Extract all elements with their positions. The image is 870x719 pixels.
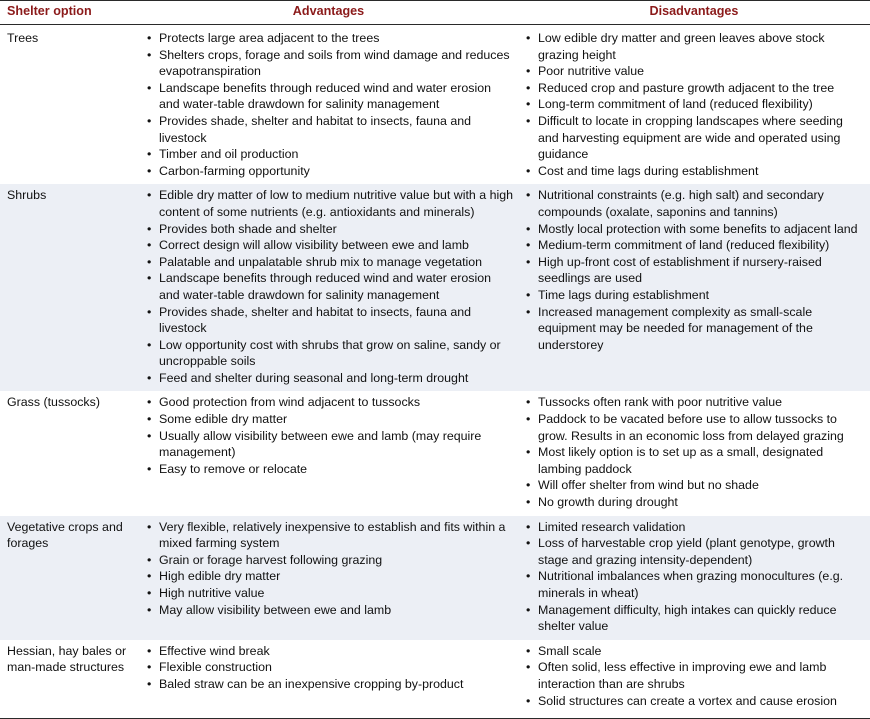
list-item: • Very flexible, relatively inexpensive to establish and fits within a mixed farming system (146, 519, 514, 552)
list-item: • Nutritional constraints (e.g. high salt) and secondary compounds (oxalate, saponins and tannins) (525, 187, 866, 220)
list-item: • Palatable and unpalatable shrub mix to manage vegetation (146, 254, 514, 271)
advantages-cell (139, 516, 518, 640)
list-item: • Carbon-farming opportunity (146, 163, 514, 180)
advantages-cell (139, 640, 518, 719)
list-item: • Usually allow visibility between ewe and lamb (may require management) (146, 428, 514, 461)
list-item: • Reduced crop and pasture growth adjacent to the tree (525, 80, 866, 97)
list-item: • Loss of harvestable crop yield (plant genotype, growth stage and grazing intensity-dependent) (525, 535, 866, 568)
list-item: • May allow visibility between ewe and lamb (146, 602, 514, 619)
shelter-option-cell: Hessian, hay bales or man-made structures (0, 640, 139, 719)
list-item: • High nutritive value (146, 585, 514, 602)
list-item: • Paddock to be vacated before use to allow tussocks to grow. Results in an economic loss from delayed grazing (525, 411, 866, 444)
shelter-option-cell: Shrubs (0, 184, 139, 391)
list-item: • Solid structures can create a vortex and cause erosion (525, 693, 866, 710)
advantages-list (146, 519, 514, 619)
list-item: • Nutritional imbalances when grazing monocultures (e.g. minerals in wheat) (525, 568, 866, 601)
list-item: • Landscape benefits through reduced wind and water erosion and water-table drawdown for salinity management (146, 80, 514, 113)
list-item: • Time lags during establishment (525, 287, 866, 304)
list-item: • Protects large area adjacent to the trees (146, 30, 514, 47)
list-item: • Medium-term commitment of land (reduced flexibility) (525, 237, 866, 254)
header-disadvantages: Disadvantages (518, 1, 870, 25)
list-item: • No growth during drought (525, 494, 866, 511)
list-item: • Provides both shade and shelter (146, 221, 514, 238)
list-item: • Baled straw can be an inexpensive cropping by-product (146, 676, 514, 693)
list-item: • Correct design will allow visibility between ewe and lamb (146, 237, 514, 254)
header-row (0, 1, 870, 25)
advantages-cell (139, 184, 518, 391)
list-item: • Easy to remove or relocate (146, 461, 514, 478)
disadvantages-cell (518, 516, 870, 640)
list-item: • Good protection from wind adjacent to tussocks (146, 394, 514, 411)
list-item: • Landscape benefits through reduced wind and water erosion and water-table drawdown for salinity management (146, 270, 514, 303)
list-item: • Most likely option is to set up as a small, designated lambing paddock (525, 444, 866, 477)
shelter-option-cell: Vegetative crops and forages (0, 516, 139, 640)
list-item: • Provides shade, shelter and habitat to insects, fauna and livestock (146, 113, 514, 146)
advantages-list (146, 187, 514, 386)
list-item: • Increased management complexity as small-scale equipment may be needed for management of the understorey (525, 304, 866, 354)
list-item: • Management difficulty, high intakes can quickly reduce shelter value (525, 602, 866, 635)
advantages-list (146, 643, 514, 693)
table-row (0, 391, 870, 515)
shelter-option-cell: Trees (0, 25, 139, 185)
list-item: • High edible dry matter (146, 568, 514, 585)
list-item: • Effective wind break (146, 643, 514, 660)
advantages-cell (139, 25, 518, 185)
list-item: • Edible dry matter of low to medium nutritive value but with a high content of some nutrients (e.g. antioxidants and minerals) (146, 187, 514, 220)
disadvantages-cell (518, 391, 870, 515)
disadvantages-list (525, 643, 866, 709)
list-item: • Flexible construction (146, 659, 514, 676)
list-item: • Low edible dry matter and green leaves above stock grazing height (525, 30, 866, 63)
disadvantages-list (525, 519, 866, 635)
header-shelter-option: Shelter option (0, 1, 139, 25)
list-item: • Shelters crops, forage and soils from wind damage and reduces evapotranspiration (146, 47, 514, 80)
list-item: • Tussocks often rank with poor nutritive value (525, 394, 866, 411)
list-item: • Poor nutritive value (525, 63, 866, 80)
list-item: • Difficult to locate in cropping landscapes where seeding and harvesting equipment are wide and operated using guidance (525, 113, 866, 163)
list-item: • Provides shade, shelter and habitat to insects, fauna and livestock (146, 304, 514, 337)
list-item: • Grain or forage harvest following grazing (146, 552, 514, 569)
list-item: • Timber and oil production (146, 146, 514, 163)
disadvantages-cell (518, 25, 870, 185)
advantages-list (146, 394, 514, 477)
header-advantages: Advantages (139, 1, 518, 25)
disadvantages-list (525, 30, 866, 179)
list-item: • Mostly local protection with some benefits to adjacent land (525, 221, 866, 238)
list-item: • Often solid, less effective in improving ewe and lamb interaction than are shrubs (525, 659, 866, 692)
list-item: • Some edible dry matter (146, 411, 514, 428)
list-item: • Cost and time lags during establishment (525, 163, 866, 180)
disadvantages-cell (518, 640, 870, 719)
advantages-list (146, 30, 514, 179)
table-row (0, 516, 870, 640)
list-item: • Will offer shelter from wind but no shade (525, 477, 866, 494)
list-item: • Feed and shelter during seasonal and long-term drought (146, 370, 514, 387)
list-item: • High up-front cost of establishment if nursery-raised seedlings are used (525, 254, 866, 287)
list-item: • Long-term commitment of land (reduced flexibility) (525, 96, 866, 113)
shelter-option-cell: Grass (tussocks) (0, 391, 139, 515)
list-item: • Low opportunity cost with shrubs that grow on saline, sandy or uncroppable soils (146, 337, 514, 370)
disadvantages-list (525, 187, 866, 353)
disadvantages-cell (518, 184, 870, 391)
table-row (0, 184, 870, 391)
table-row (0, 25, 870, 185)
disadvantages-list (525, 394, 866, 510)
table-row (0, 640, 870, 719)
advantages-cell (139, 391, 518, 515)
list-item: • Small scale (525, 643, 866, 660)
list-item: • Limited research validation (525, 519, 866, 536)
